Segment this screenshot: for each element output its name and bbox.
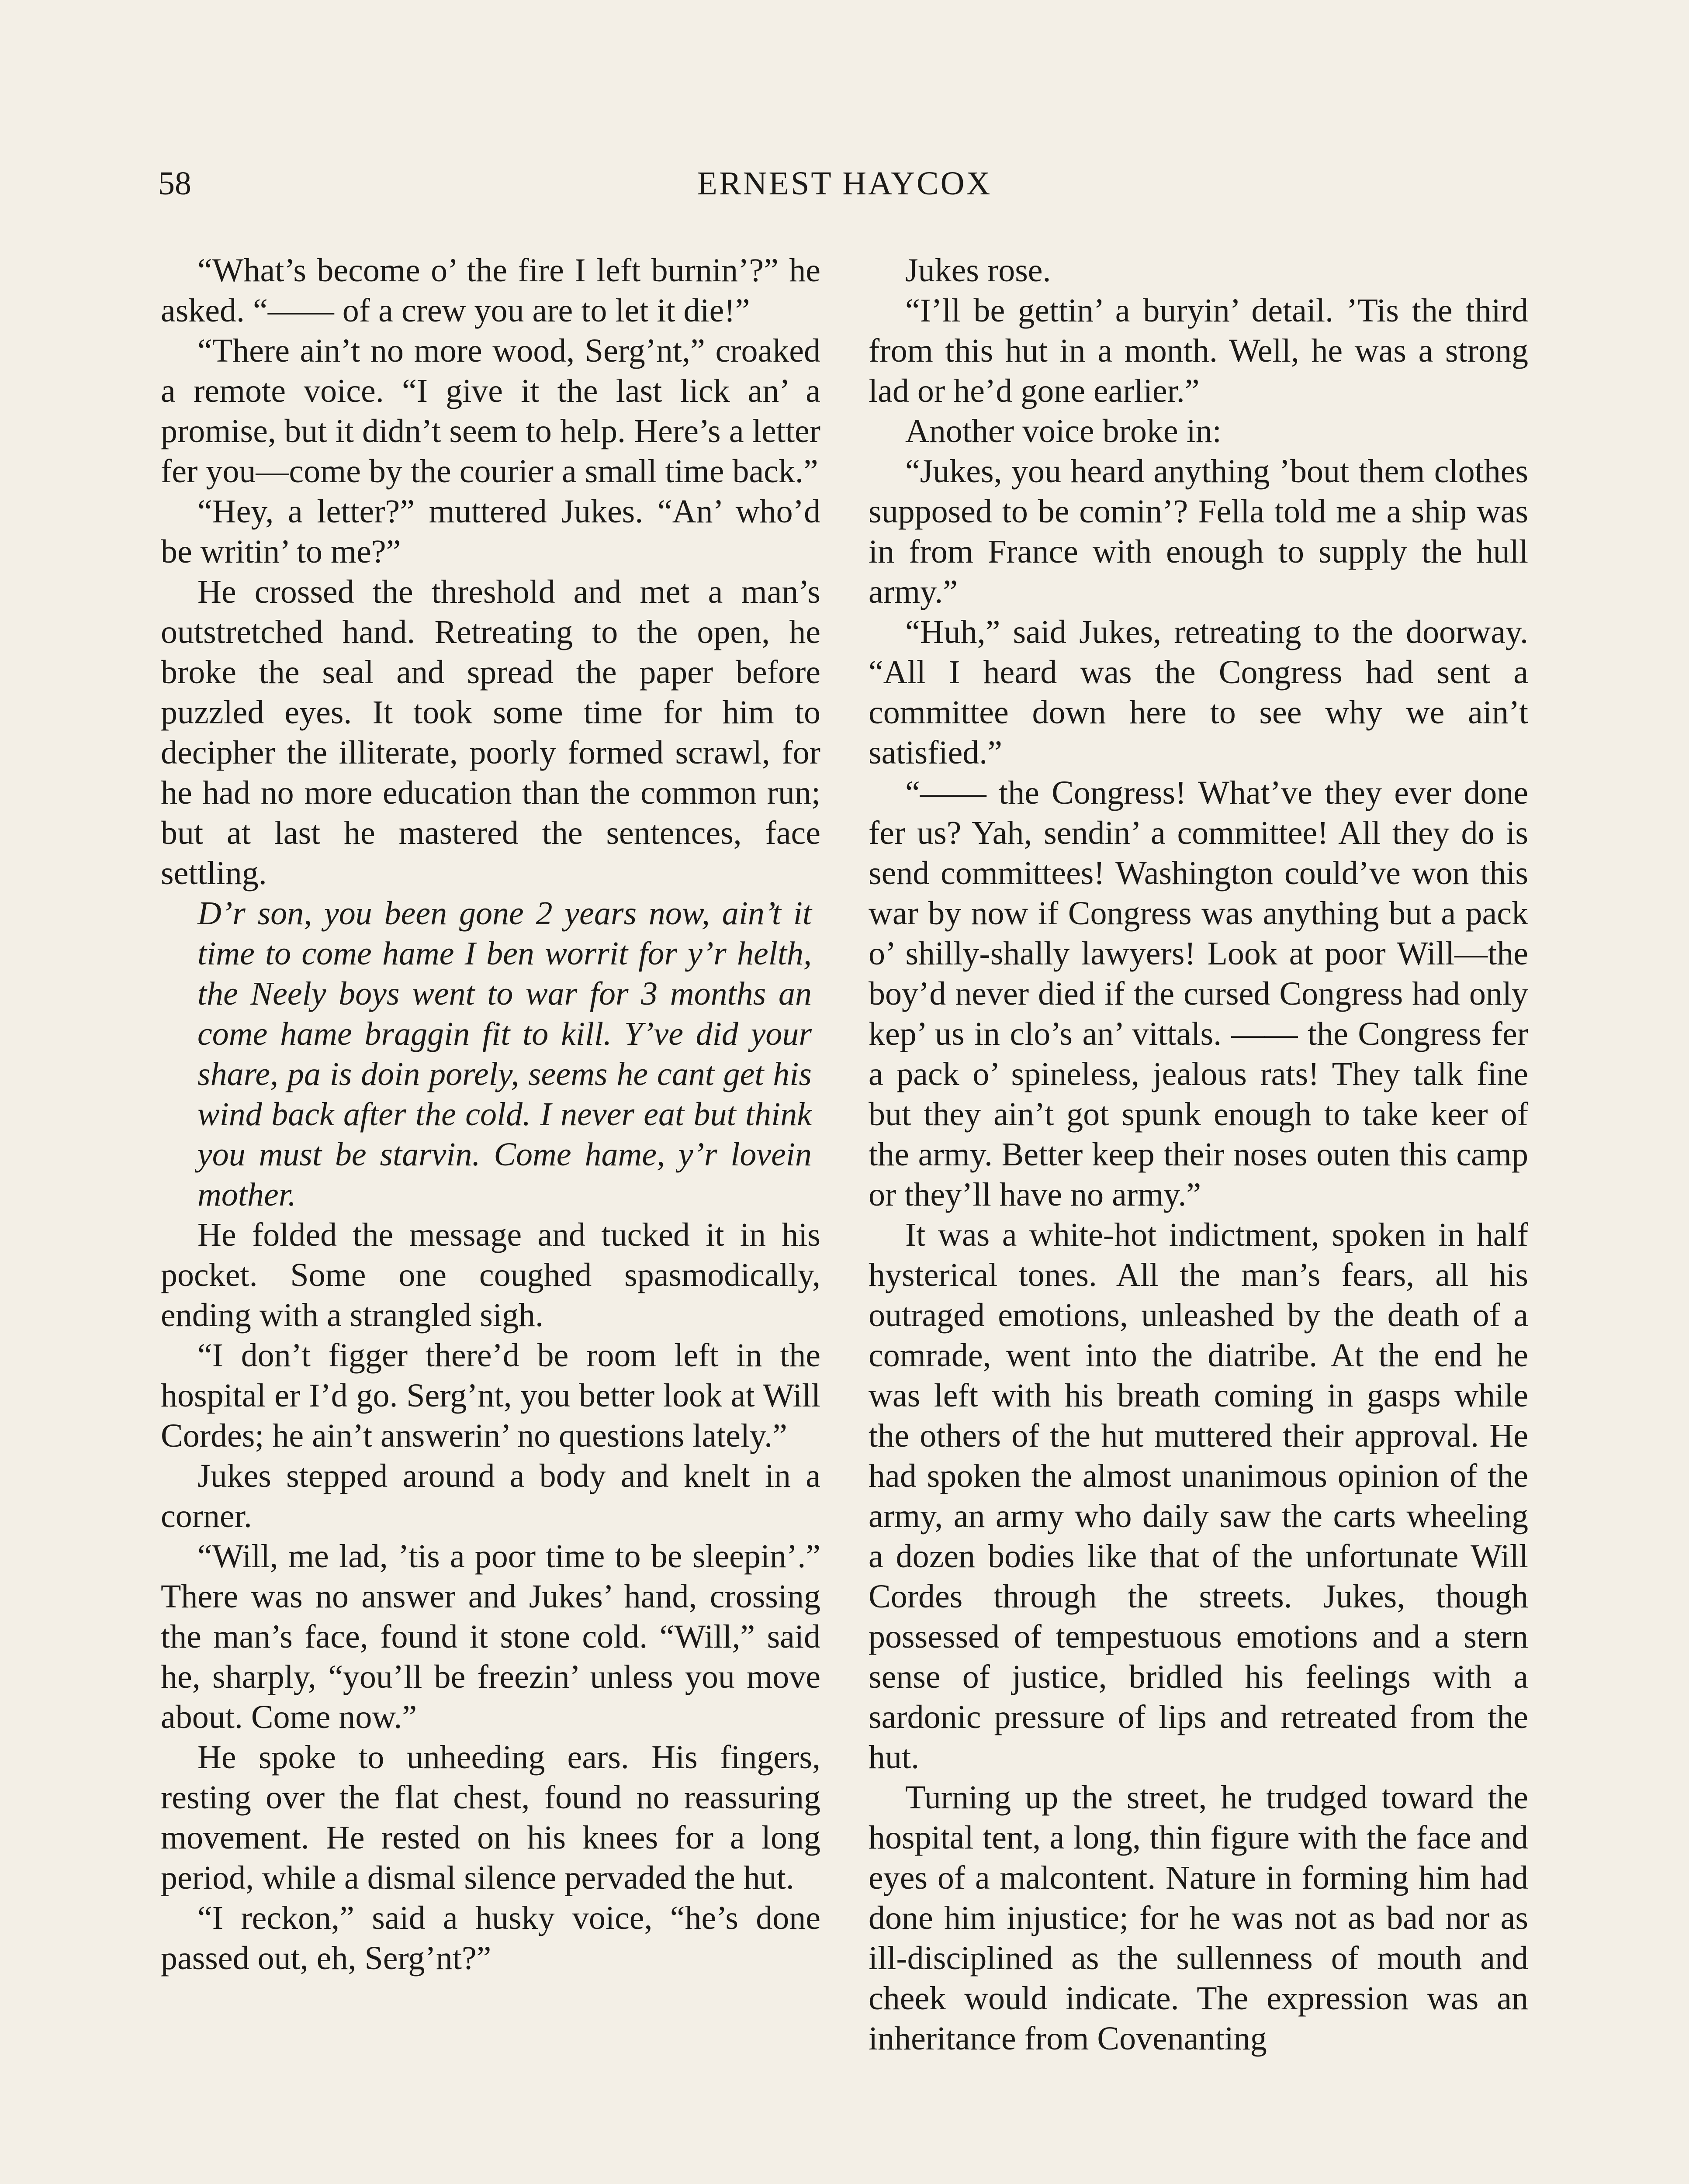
letter-quote: D’r son, you been gone 2 years now, ain’t it time to come hame I ben worrit for y’r helth, the Neely boys went to war for 3 months an come hame braggin fit to kill. Y’ve did your share, pa is doin porely, seems he cant get his wind back after the cold. I never eat but think you must be starvin. Come hame, y’r lovein mother. xyxy=(197,895,812,1213)
running-head-author: ERNEST HAYCOX xyxy=(697,165,992,202)
paragraph: “I’ll be gettin’ a buryin’ detail. ’Tis the third from this hut in a month. Well, he was a strong lad or he’d gone earlier.” xyxy=(869,292,1528,409)
paragraph: “There ain’t no more wood, Serg’nt,” croaked a remote voice. “I give it the last lick an’ a promise, but it didn’t seem to help. Here’s a letter fer you—come by the courier a small time back.” xyxy=(161,332,820,490)
paragraph: “Hey, a letter?” muttered Jukes. “An’ who’d be writin’ to me?” xyxy=(161,493,820,570)
paragraph: Turning up the street, he trudged toward the hospital tent, a long, thin figure with the face and eyes of a malcontent. Nature in forming him had done him injustice; for he was not as bad nor as ill-disciplined as the sullenness of mouth and cheek would indicate. The expression was an inheritance from Covenanting xyxy=(869,1779,1528,2057)
paragraph: “Will, me lad, ’tis a poor time to be sleepin’.” There was no answer and Jukes’ hand, crossing the man’s face, found it stone cold. “Will,” said he, sharply, “you’ll be freezin’ unless you move about. Come now.” xyxy=(161,1538,820,1735)
paragraph: “I don’t figger there’d be room left in the hospital er I’d go. Serg’nt, you better look at Will Cordes; he ain’t answerin’ no questions lately.” xyxy=(161,1337,820,1454)
paragraph: Jukes rose. xyxy=(905,252,1051,289)
right-column xyxy=(869,250,1528,2059)
paragraph: “I reckon,” said a husky voice, “he’s done passed out, eh, Serg’nt?” xyxy=(161,1900,820,1977)
paragraph: Jukes stepped around a body and knelt in a corner. xyxy=(161,1458,820,1534)
page-number: 58 xyxy=(158,165,191,202)
paragraph: “—— the Congress! What’ve they ever done fer us? Yah, sendin’ a committee! All they do is send committees! Washington could’ve won this war by now if Congress was anything but a pack o’ shilly-shally lawyers! Look at poor Will—the boy’d never died if the cursed Congress had only kep’ us in clo’s an’ vittals. —— the Congress fer a pack o’ spineless, jealous rats! They talk fine but they ain’t got spunk enough to take keer of the army. Better keep their noses outen this camp or they’ll have no army.” xyxy=(869,774,1528,1213)
paragraph: It was a white-hot indictment, spoken in half hysterical tones. All the man’s fears, all his outraged emotions, unleashed by the death of a comrade, went into the diatribe. At the end he was left with his breath coming in gasps while the others of the hut muttered their approval. He had spoken the almost unanimous opinion of the army, an army who daily saw the carts wheeling a dozen bodies like that of the unfortunate Will Cordes through the streets. Jukes, though possessed of tempestuous emotions and a stern sense of justice, bridled his feelings with a sardonic pressure of lips and retreated from the hut. xyxy=(869,1216,1528,1776)
paragraph: “Huh,” said Jukes, retreating to the doorway. “All I heard was the Congress had sent a committee down here to see why we ain’t satisfied.” xyxy=(869,614,1528,771)
paragraph: He spoke to unheeding ears. His fingers, resting over the flat chest, found no reassuring movement. He rested on his knees for a long period, while a dismal silence pervaded the hut. xyxy=(161,1739,820,1896)
paragraph: He folded the message and tucked it in his pocket. Some one coughed spasmodically, ending with a strangled sigh. xyxy=(161,1216,820,1334)
paragraph: “Jukes, you heard anything ’bout them clothes supposed to be comin’? Fella told me a ship was in from France with enough to supply the hull army.” xyxy=(869,453,1528,610)
paragraph: “What’s become o’ the fire I left burnin’?” he asked. “—— of a crew you are to let it die!” xyxy=(161,252,820,329)
paragraph: He crossed the threshold and met a man’s outstretched hand. Retreating to the open, he broke the seal and spread the paper before puzzled eyes. It took some time for him to decipher the illiterate, poorly formed scrawl, for he had no more education than the common run; but at last he mastered the sentences, face settling. xyxy=(161,574,820,892)
left-column xyxy=(161,250,820,1978)
paragraph: Another voice broke in: xyxy=(905,413,1222,449)
